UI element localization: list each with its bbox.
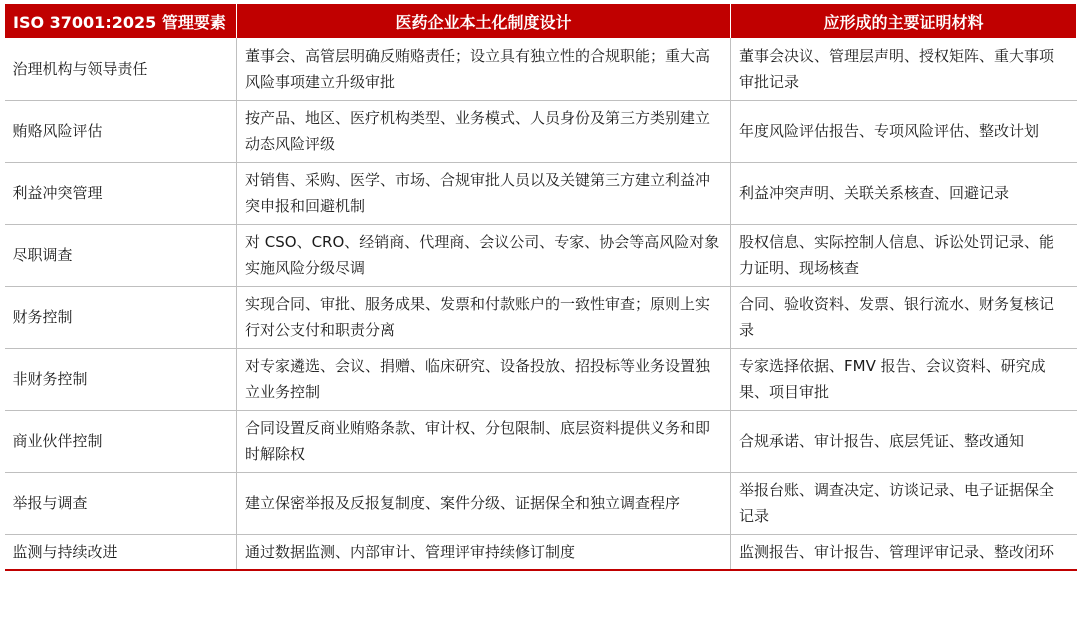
element-cell: 贿赂风险评估 (5, 100, 237, 162)
design-cell: 董事会、高管层明确反贿赂责任；设立具有独立性的合规职能；重大高风险事项建立升级审批 (237, 38, 731, 100)
design-cell: 合同设置反商业贿赂条款、审计权、分包限制、底层资料提供义务和即时解除权 (237, 410, 731, 472)
evidence-cell: 董事会决议、管理层声明、授权矩阵、重大事项审批记录 (731, 38, 1077, 100)
table-row (5, 534, 1077, 570)
compliance-table (4, 4, 1077, 571)
table-row (5, 100, 1077, 162)
table-row (5, 162, 1077, 224)
element-cell: 举报与调查 (5, 472, 237, 534)
header-management-element: ISO 37001:2025 管理要素 (5, 4, 237, 38)
design-cell: 实现合同、审批、服务成果、发票和付款账户的一致性审查；原则上实行对公支付和职责分离 (237, 286, 731, 348)
element-cell: 财务控制 (5, 286, 237, 348)
design-cell: 建立保密举报及反报复制度、案件分级、证据保全和独立调查程序 (237, 472, 731, 534)
element-cell: 治理机构与领导责任 (5, 38, 237, 100)
evidence-cell: 利益冲突声明、关联关系核查、回避记录 (731, 162, 1077, 224)
table-container (4, 4, 1076, 571)
element-cell: 尽职调查 (5, 224, 237, 286)
evidence-cell: 合同、验收资料、发票、银行流水、财务复核记录 (731, 286, 1077, 348)
design-cell: 对专家遴选、会议、捐赠、临床研究、设备投放、招投标等业务设置独立业务控制 (237, 348, 731, 410)
evidence-cell: 监测报告、审计报告、管理评审记录、整改闭环 (731, 534, 1077, 570)
evidence-cell: 举报台账、调查决定、访谈记录、电子证据保全记录 (731, 472, 1077, 534)
design-cell: 对销售、采购、医学、市场、合规审批人员以及关键第三方建立利益冲突申报和回避机制 (237, 162, 731, 224)
table-row (5, 348, 1077, 410)
header-evidence-materials: 应形成的主要证明材料 (731, 4, 1077, 38)
design-cell: 通过数据监测、内部审计、管理评审持续修订制度 (237, 534, 731, 570)
element-cell: 商业伙伴控制 (5, 410, 237, 472)
element-cell: 监测与持续改进 (5, 534, 237, 570)
table-row (5, 38, 1077, 100)
evidence-cell: 合规承诺、审计报告、底层凭证、整改通知 (731, 410, 1077, 472)
table-row (5, 286, 1077, 348)
table-row (5, 410, 1077, 472)
element-cell: 利益冲突管理 (5, 162, 237, 224)
table-header-row (5, 4, 1077, 38)
evidence-cell: 年度风险评估报告、专项风险评估、整改计划 (731, 100, 1077, 162)
table-row (5, 472, 1077, 534)
design-cell: 对 CSO、CRO、经销商、代理商、会议公司、专家、协会等高风险对象实施风险分级尽调 (237, 224, 731, 286)
element-cell: 非财务控制 (5, 348, 237, 410)
evidence-cell: 股权信息、实际控制人信息、诉讼处罚记录、能力证明、现场核查 (731, 224, 1077, 286)
table-row (5, 224, 1077, 286)
header-system-design: 医药企业本土化制度设计 (237, 4, 731, 38)
evidence-cell: 专家选择依据、FMV 报告、会议资料、研究成果、项目审批 (731, 348, 1077, 410)
design-cell: 按产品、地区、医疗机构类型、业务模式、人员身份及第三方类别建立动态风险评级 (237, 100, 731, 162)
